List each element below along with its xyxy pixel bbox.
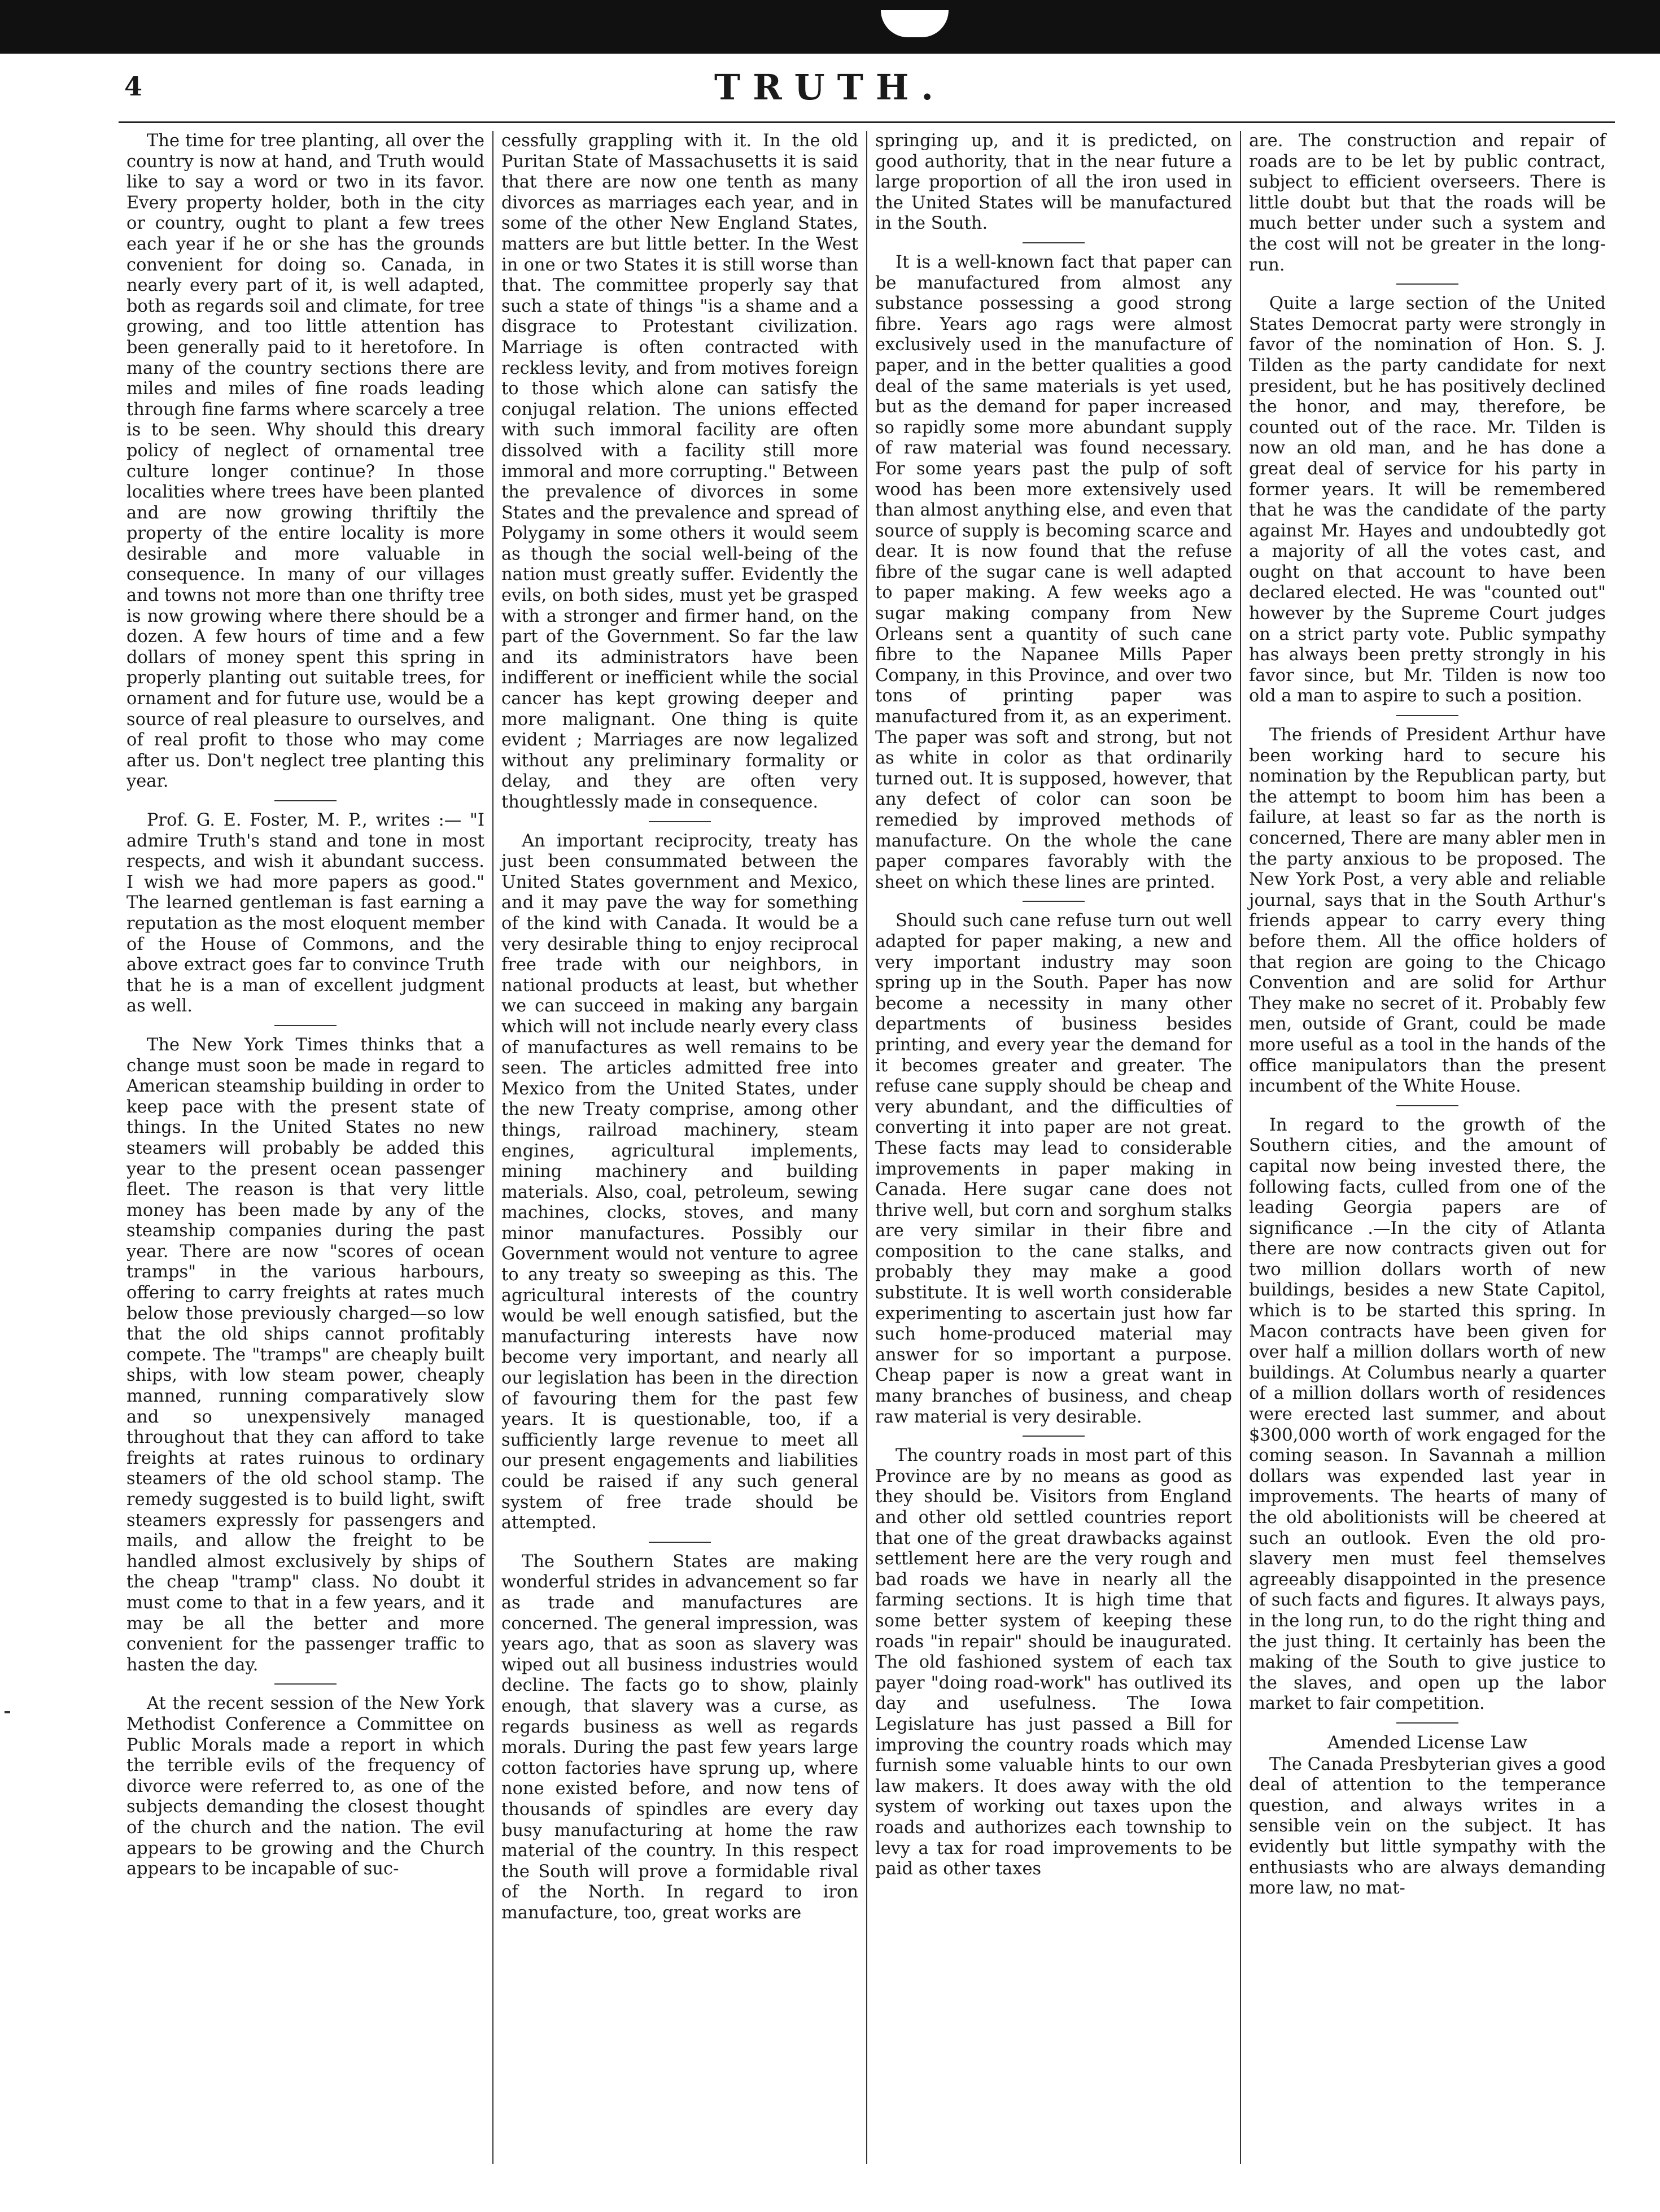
separator (1396, 715, 1458, 716)
article-foster: Prof. G. E. Foster, M. P., writes :— "I admire Truth's stand and tone in most respects, and wish it abundant success. I wish we had more papers as good." The learned gentleman is fast earning a reputation as the most eloquent member of the House of Commons, and the above extract goes far to convince Truth that he is a man of excellent judgment as well. (126, 810, 484, 1016)
separator (274, 1025, 337, 1026)
article-tree-planting: The time for tree planting, all over the country is now at hand, and Truth would like to say a word or two in its favor. Every property holder, both in the city or country, ought to plant a few trees each year if he or she has the grounds convenient for doing so. Canada, in nearly every part of it, is well adapted, both as regards soil and climate, for tree growing, and too little attention has been generally paid to it heretofore. In many of the country sections there are miles and miles of fine roads leading through fine farms where scarcely a tree is to be seen. Why should this dreary policy of neglect of ornamental tree culture longer continue? In those localities where trees have been planted and are now growing thriftily the property of the entire locality is more desirable and more valuable in consequence. In many of our villages and towns not more than one thrifty tree is now growing where there should be a dozen. A few hours of time and a few dollars of money spent this spring in properly planting out suitable trees, for ornament and for future use, would be a source of real pleasure to ourselves, and of real profit to those who may come after us. Don't neglect tree planting this year. (126, 131, 484, 792)
separator (274, 800, 337, 801)
separator (274, 1683, 337, 1685)
masthead (0, 67, 1660, 112)
section-heading: Amended License Law (1327, 1732, 1527, 1753)
column-4 (1240, 131, 1614, 2164)
separator (1396, 1105, 1458, 1106)
article-roads-continued: are. The construction and repair of roads are to be let by public contract, subject to efficient overseers. There is little doubt but that the roads will be much better under such a system and the cost will not be greater in the long-run. (1249, 131, 1606, 275)
top-black-bar (0, 0, 1660, 54)
article-paper-industry: Should such cane refuse turn out well adapted for paper making, a new and very important industry may soon spring up in the South. Paper has now become a necessity in many other departments of business besides printing, and every year the demand for it becomes greater and greater. The refuse cane supply should be cheap and very abundant, and the difficulties of converting it into paper are not great. These facts may lead to considerable improvements in paper making in Canada. Here sugar cane does not thrive well, but corn and sorghum stalks are very similar in their fibre and composition to the cane stalks, and probably they may make a good substitute. It is well worth considerable experimenting to ascertain just how far such home-produced material may answer for so important a purpose. Cheap paper is now a great want in many branches of business, and cheap raw material is very desirable. (875, 911, 1232, 1427)
top-bar-notch (881, 10, 949, 37)
margin-mark (5, 1711, 10, 1713)
article-arthur: The friends of President Arthur have been working hard to secure his nomination by the Republican party, but the attempt to boom him has been a failure, at least so far as the north is concerned, There are many abler men in the party anxious to be proposed. The New York Post, a very able and reliable journal, says that in the South Arthur's friends appear to carry every thing before them. All the office holders of that region are going to the Chicago Convention and are solid for Arthur They make no secret of it. Probably few men, outside of Grant, could be made more useful as a tool in the hands of the office manipulators than the present incumbent of the White House. (1249, 725, 1606, 1097)
separator (649, 821, 711, 822)
masthead-rule (119, 121, 1615, 123)
column-2 (492, 131, 866, 2164)
article-divorce: At the recent session of the New York Methodist Conference a Committee on Public Morals made a report in which the terrible evils of the frequency of divorce were referred to, as one of the subjects demanding the closest thought of the church and the nation. The evil appears to be growing and the Church appears to be incapable of suc- (126, 1694, 484, 1879)
separator (1023, 1436, 1085, 1437)
column-1 (119, 131, 492, 2164)
article-country-roads: The country roads in most part of this Province are by no means as good as they should be. Visitors from England and other old settled countries report that one of the great drawbacks against settlement here are the very rough and bad roads we have in nearly all the farming sections. It is high time that some better system of keeping these roads "in repair" should be inaugurated. The old fashioned system of each tax payer "doing road-work" has outlived its day and usefulness. The Iowa Legislature has just passed a Bill for improving the country roads which may furnish some valuable hints to our own law makers. It does away with the old system of working out taxes upon the roads and authorizes each township to levy a tax for road improvements to be paid as other taxes (875, 1446, 1232, 1879)
separator (1023, 901, 1085, 902)
newspaper-title: TRUTH. (714, 67, 946, 108)
article-steamships: The New York Times thinks that a change must soon be made in regard to American steamship building in order to keep pace with the present state of things. In the United States no new steamers will probably be added this year to the present ocean passenger fleet. The reason is that very little money has been made by any of the steamship companies during the past year. There are now "scores of ocean tramps" in the various harbours, offering to carry freights at rates much below those previously charged—so low that the old ships cannot profitably compete. The "tramps" are cheaply built ships, with low steam power, cheaply manned, running comparatively slow and so unexpensively managed throughout that they can afford to take freights at rates ruinous to ordinary steamers of the old school stamp. The remedy suggested is to build light, swift steamers expressly for passengers and mails, and allow the freight to be handled almost exclusively by ships of the cheap "tramp" class. No doubt it must come to that in a few years, and it may be all the better and more convenient for the passenger traffic to hasten the day. (126, 1035, 484, 1675)
article-southern-states: The Southern States are making wonderful strides in advancement so far as trade and manufactures are concerned. The general impression, was years ago, that as soon as slavery was wiped out all business industries would decline. The facts go to show, plainly enough, that slavery was a curse, as regards business as well as regards morals. During the past few years large cotton factories have sprung up, where none existed before, and now tens of thousands of spindles are every day busy manufacturing at home the raw material of the country. In this respect the South will prove a formidable rival of the North. In regard to iron manufacture, too, great works are (501, 1551, 858, 1923)
column-3 (866, 131, 1240, 2164)
article-southern-continued: springing up, and it is predicted, on good authority, that in the near future a large proportion of all the iron used in the United States will be manufactured in the South. (875, 131, 1232, 234)
page-number: 4 (124, 71, 143, 102)
article-license-law: The Canada Presbyterian gives a good deal of attention to the temperance question, and always writes in a sensible vein on the subject. It has evidently but little sympathy with the enthusiasts who are always demanding more law, no mat- (1249, 1754, 1606, 1899)
article-reciprocity: An important reciprocity, treaty has just been consummated between the United States government and Mexico, and it may pave the way for something of the kind with Canada. It would be a very desirable thing to enjoy reciprocal free trade with our neighbors, in national products at least, but whether we can succeed in making any bargain which will not include nearly every class of manufactures as well remains to be seen. The articles admitted free into Mexico from the United States, under the new Treaty comprise, among other things, railroad machinery, steam engines, agricultural implements, mining machinery and building materials. Also, coal, petroleum, sewing machines, clocks, stoves, and many minor manufactures. Possibly our Government would not venture to agree to any treaty so sweeping as this. The agricultural interests of the country would be well enough satisfied, but the manufacturing interests have now become very important, and nearly all our legislation has been in the direction of favouring them for the past few years. It is questionable, too, if a sufficiently large revenue to meet all our present engagements and liabilities could be raised if any such general system of free trade should be attempted. (501, 831, 858, 1533)
article-divorce-continued: cessfully grappling with it. In the old Puritan State of Massachusetts it is said that there are now one tenth as many divorces as marriages each year, and in some of the other New England States, matters are but little better. In the West in one or two States it is still worse than that. The committee properly say that such a state of things "is a shame and a disgrace to Protestant civilization. Marriage is often contracted with reckless levity, and from motives foreign to those which alone can satisfy the conjugal relation. The unions effected with such immoral facility are often dissolved with a facility still more immoral and more corrupting." Between the prevalence of divorces in some States and the prevalence and spread of Polygamy in some others it would seem as though the social well-being of the nation must greatly suffer. Evidently the evils, on both sides, must yet be grasped with a stronger and firmer hand, on the part of the Government. So far the law and its administrators have been indifferent or inefficient while the social cancer has kept growing deeper and more malignant. One thing is quite evident ; Marriages are now legalized without any preliminary formality or delay, and they are often very thoughtlessly made in consequence. (501, 131, 858, 812)
separator (649, 1542, 711, 1543)
article-tilden: Quite a large section of the United States Democrat party were strongly in favor of the nomination of Hon. S. J. Tilden as the party candidate for next president, but he has positively declined the honor, and may, therefore, be counted out of the race. Mr. Tilden is now an old man, and he has done a great deal of service for his party in former years. It will be remembered that he was the candidate of the party against Mr. Hayes and undoubtedly got a majority of all the votes cast, and ought on that account to have been declared elected. He was "counted out" however by the Supreme Court judges on a strict party vote. Public sympathy has always been pretty strongly in his favor since, but Mr. Tilden is now too old a man to aspire to such a position. (1249, 294, 1606, 706)
separator (1396, 1722, 1458, 1724)
separator (1023, 242, 1085, 243)
article-paper-cane: It is a well-known fact that paper can be manufactured from almost any substance possessing a good strong fibre. Years ago rags were almost exclusively used in the manufacture of paper, and in the better qualities a good deal of the same materials is yet used, but as the demand for paper increased so rapidly some more abundant supply of raw material was found necessary. For some years past the pulp of soft wood has been more extensively used than almost anything else, and even that source of supply is becoming scarce and dear. It is now found that the refuse fibre of the sugar cane is well adapted to paper making. A few weeks ago a sugar making company from New Orleans sent a quantity of such cane fibre to the Napanee Mills Paper Company, in this Province, and over two tons of printing paper was manufactured from it, as an experiment. The paper was soft and strong, but not as white in color as that ordinarily turned out. It is supposed, however, that any defect of color can soon be remedied by improved methods of manufacture. On the whole the cane paper compares favorably with the sheet on which these lines are printed. (875, 252, 1232, 892)
separator (1396, 283, 1458, 285)
article-southern-cities: In regard to the growth of the Southern cities, and the amount of capital now being invested there, the following facts, culled from one of the leading Georgia papers are of significance .—In the city of Atlanta there are now contracts given out for two million dollars worth of new buildings, besides a new State Capitol, which is to be started this spring. In Macon contracts have been given for over half a million dollars worth of new buildings. At Columbus nearly a quarter of a million dollars worth of residences were erected last summer, and about $300,000 worth of work engaged for the coming season. In Savannah a million dollars was expended last year in improvements. The hearts of many of the old abolitionists will be cheered at such an outlook. Even the old pro-slavery men must feel themselves agreeably disappointed in the presence of such facts and figures. It always pays, in the long run, to do the right thing and the just thing. It certainly has been the making of the South to give justice to the slaves, and open up the labor market to fair competition. (1249, 1115, 1606, 1714)
page-columns (119, 131, 1615, 2164)
